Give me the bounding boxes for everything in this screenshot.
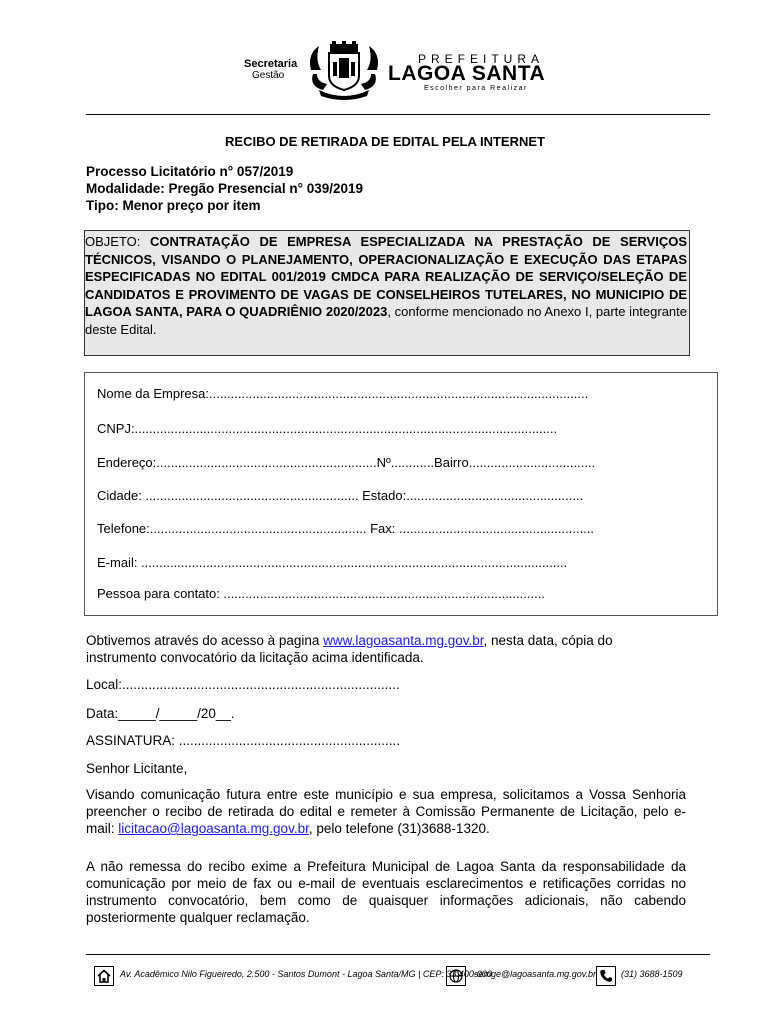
modality: Modalidade: Pregão Presencial n° 039/2019 [86,181,364,196]
prefeitura-label: PREFEITURA [418,52,545,66]
address-field[interactable]: Endereço:.............................................................Nº............Bairro................................... [97,455,596,470]
city-crest-logo [305,40,383,102]
phone-icon [596,966,616,986]
objeto-rest: , conforme mencionado no Anexo I, parte integrante deste Edital. [85,304,687,337]
visando-paragraph [86,786,686,837]
objeto-box [84,230,690,356]
email-link[interactable]: licitacao@lagoasanta.mg.gov.br [118,821,309,836]
obtivemos-paragraph [86,632,686,666]
local-field[interactable]: Local:.......................................................................... [86,677,400,692]
secretaria-label: Secretaria [244,58,298,70]
site-link[interactable]: www.lagoasanta.mg.gov.br [323,633,484,648]
objeto-text [85,233,687,339]
objeto-description: CONTRATAÇÃO DE EMPRESA ESPECIALIZADA NA PRESTAÇÃO DE SERVIÇOS TÉCNICOS, VISANDO O PLANEJAMENTO, OPERACIONALIZAÇÃO E EXECUÇÃO DAS ETAPAS ESPECIFICADAS NO EDITAL 001/2019 CMDCA PARA REALIZAÇÃO DE SERVIÇO/SELEÇÃO DE CANDIDATOS E PROVIMENTO DE VAGAS DE CONSELHEIROS TUTELARES, NO MUNICIPIO DE LAGOA SANTA, PARA O QUADRIÊNIO 2020/2023 [85,234,687,320]
cnpj-field[interactable]: CNPJ:..................................................................................................................... [97,421,558,436]
nao-remessa-paragraph: A não remessa do recibo exime a Prefeitura Municipal de Lagoa Santa da responsabilidade da comunicação por meio de fax ou e-mail de eventuais esclarecimentos e retificações corridas no instrumento convocatório, bem como de quaisquer informações adicionais, não cabendo posteriormente qualquer reclamação. [86,859,686,925]
greeting: Senhor Licitante, [86,761,188,776]
slogan: Escolher para Realizar [424,85,528,92]
date-field[interactable]: Data:_____/_____/20__. [86,706,235,721]
globe-icon [446,966,466,986]
document-title: RECIBO DE RETIRADA DE EDITAL PELA INTERNET [225,134,545,149]
home-icon [94,966,114,986]
obtivemos-text-end: , nesta data, cópia do instrumento convocatório da licitação acima identificada. [86,633,613,665]
footer-email[interactable]: semge@lagoasanta.mg.gov.br [474,969,597,979]
city-state-field[interactable]: Cidade: ........................................................... Estado:................................................. [97,488,584,503]
obtivemos-text: Obtivemos através do acesso à pagina [86,633,324,648]
phone-fax-field[interactable]: Telefone:............................................................ Fax: ...................................................... [97,521,595,536]
objeto-label: OBJETO: [85,234,150,249]
city-name: LAGOA SANTA [388,62,546,85]
bid-type: Tipo: Menor preço por item [86,198,261,213]
gestao-label: Gestão [252,70,285,81]
header-divider [86,114,710,115]
company-name-field[interactable]: Nome da Empresa:......................................................................................................... [97,386,589,401]
email-field[interactable]: E-mail: ...................................................................................................................... [97,555,568,570]
signature-field[interactable]: ASSINATURA: ........................................................... [86,733,401,748]
visando-text-end: , pelo telefone (31)3688-1320. [308,821,490,836]
process-number: Processo Licitatório n° 057/2019 [86,164,294,179]
footer-address: Av. Acadêmico Nilo Figueiredo, 2.500 - Santos Dumont - Lagoa Santa/MG | CEP: 33.400-000 [120,969,492,979]
contact-person-field[interactable]: Pessoa para contato: ......................................................................................... [97,586,545,601]
footer-phone: (31) 3688-1509 [621,969,683,979]
footer-divider [86,954,710,955]
visando-text: Visando comunicação futura entre este município e sua empresa, solicitamos a Vossa Senhoria preencher o recibo de retirada do edital e remeter à Comissão Permanente de Licitação, pelo e-mail: [86,787,686,836]
